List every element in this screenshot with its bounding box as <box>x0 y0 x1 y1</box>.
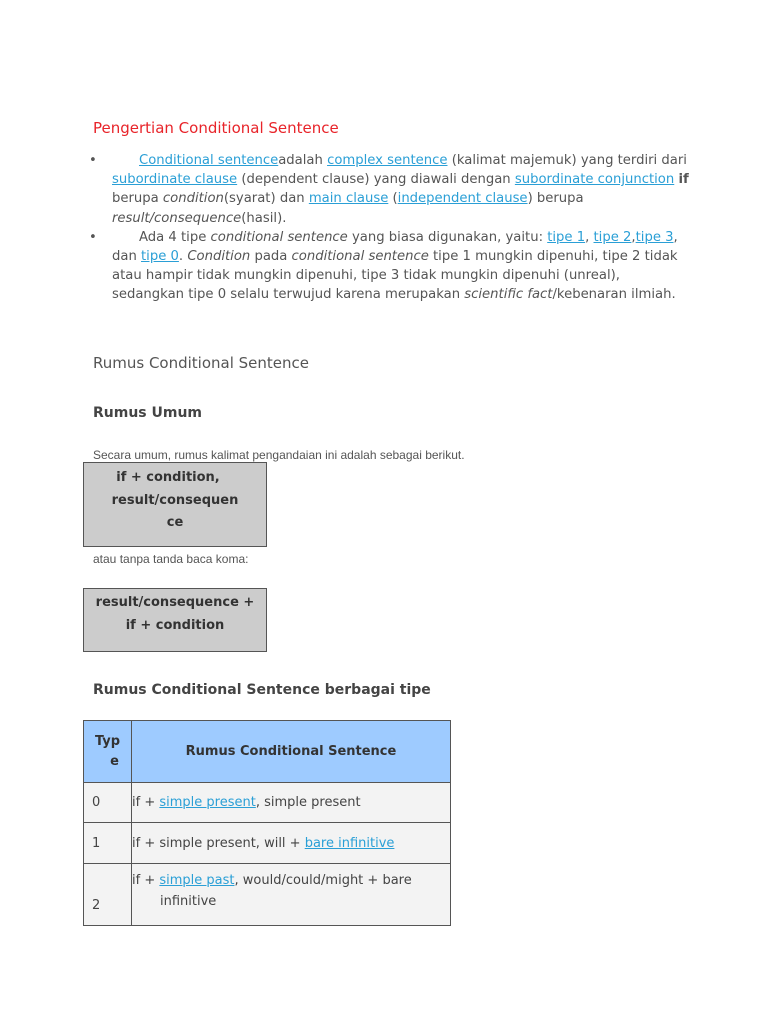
cell-type: 1 <box>84 823 132 864</box>
term: conditional sentence <box>210 229 348 245</box>
term: condition <box>162 191 224 207</box>
text: , <box>585 229 594 245</box>
cell-formula <box>132 823 451 864</box>
definition-list <box>89 151 689 305</box>
formula-table <box>83 720 451 926</box>
list-item <box>89 228 689 305</box>
page-title: Pengertian Conditional Sentence <box>93 119 339 137</box>
header-text: e <box>110 753 119 769</box>
text: , would/could/might + bare <box>234 873 412 888</box>
text: berupa <box>112 191 163 207</box>
keyword-if: if <box>678 172 689 188</box>
link-tipe-3[interactable]: tipe 3 <box>635 229 674 245</box>
text: , <box>631 229 636 245</box>
text: /kebenaran ilmiah. <box>552 287 676 303</box>
bullet-icon: • <box>89 229 97 245</box>
text: pada <box>250 249 292 265</box>
section-heading-rumus: Rumus Conditional Sentence <box>93 354 310 372</box>
link-simple-past[interactable]: simple past <box>159 873 235 888</box>
text: (dependent clause) yang diawali dengan <box>237 172 515 188</box>
cell-type: 2 <box>84 864 132 926</box>
text: (hasil). <box>241 210 287 226</box>
subheading-rumus-umum: Rumus Umum <box>93 405 203 421</box>
text: . <box>178 249 188 265</box>
link-simple-present[interactable]: simple present <box>159 795 256 810</box>
term: result/consequence <box>112 210 242 226</box>
link-tipe-2[interactable]: tipe 2 <box>593 229 632 245</box>
link-main-clause[interactable]: main clause <box>308 191 389 207</box>
formula-line: ce <box>166 515 184 530</box>
term: Condition <box>187 249 251 265</box>
table-row <box>84 864 451 926</box>
link-tipe-0[interactable]: tipe 0 <box>141 249 179 265</box>
term: conditional sentence <box>291 249 429 265</box>
text: if + <box>132 795 160 810</box>
list-item <box>89 151 689 228</box>
text: ) berupa <box>527 191 584 207</box>
text: if + simple present, will + <box>132 835 305 851</box>
text: adalah <box>278 153 328 168</box>
table-row <box>84 823 451 864</box>
formula-box-with-comma <box>83 462 267 547</box>
text: tipe 1 mungkin dipenuhi, tipe 2 tidak atau hampir tidak mungkin dipenuhi, tipe 3 tidak mungkin dipenuhi (unreal), sedangkan tipe 0 selalu terwujud karena merupakan <box>112 249 678 303</box>
text: ( <box>388 191 398 207</box>
link-subordinate-clause[interactable]: subordinate clause <box>112 172 238 188</box>
text: yang biasa digunakan, yaitu: <box>347 229 548 245</box>
column-header-type <box>84 721 132 783</box>
link-bare-infinitive[interactable]: bare infinitive <box>304 835 395 851</box>
text: (syarat) dan <box>223 191 309 207</box>
text: , dan <box>112 229 678 265</box>
formula-line: if + condition, <box>116 470 220 485</box>
table-row <box>84 783 451 823</box>
formula-line: if + condition <box>125 617 225 633</box>
formula-line: result/consequence + <box>95 595 255 610</box>
text: Ada 4 tipe <box>139 229 211 245</box>
link-subordinate-conjunction[interactable]: subordinate conjunction <box>514 172 675 188</box>
cell-formula <box>132 864 451 926</box>
link-tipe-1[interactable]: tipe 1 <box>547 229 586 245</box>
link-independent-clause[interactable]: independent clause <box>397 191 528 207</box>
subheading-rumus-tipe: Rumus Conditional Sentence berbagai tipe <box>93 682 431 698</box>
term: scientific fact <box>464 287 553 303</box>
formula-box-without-comma <box>83 588 267 652</box>
text: (kalimat majemuk) yang terdiri dari <box>447 153 687 168</box>
header-text: Typ <box>94 733 121 749</box>
between-text: atau tanpa tanda baca koma: <box>93 552 249 566</box>
cell-formula <box>132 783 451 823</box>
link-conditional-sentence[interactable]: Conditional sentence <box>139 153 279 168</box>
cell-type: 0 <box>84 783 132 823</box>
table-header-row <box>84 721 451 783</box>
column-header-formula: Rumus Conditional Sentence <box>132 721 451 783</box>
link-complex-sentence[interactable]: complex sentence <box>327 153 448 168</box>
bullet-icon: • <box>89 153 97 168</box>
text: , simple present <box>255 795 361 810</box>
text: if + <box>132 873 160 888</box>
intro-text: Secara umum, rumus kalimat pengandaian ini adalah sebagai berikut. <box>93 448 465 462</box>
text: infinitive <box>160 894 217 909</box>
formula-line: result/consequen <box>111 492 239 508</box>
